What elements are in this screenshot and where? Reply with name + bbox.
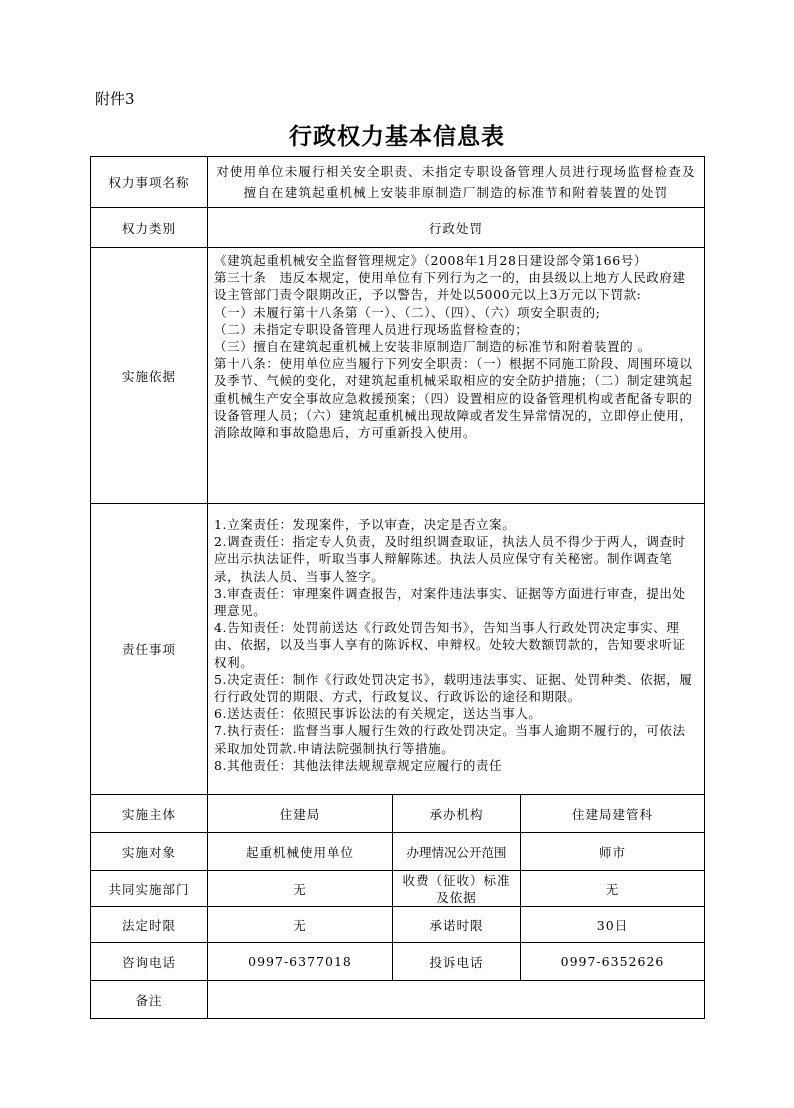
target-value: 起重机械使用单位 [208, 833, 393, 871]
responsibility-line: 5.决定责任：制作《行政处罚决定书》，载明违法事实、证据、处罚种类、依据，履行行政处罚的期限、方式，行政复议、行政诉讼的途径和期限。 [214, 671, 693, 705]
basis-line: （三）擅自在建筑起重机械上安装非原制造厂制造的标准节和附着装置的 。 [214, 339, 651, 355]
responsibility-line: 7.执行责任：监督当事人履行生效的行政处罚决定。当事人逾期不履行的，可依法采取加处罚款.申请法院强制执行等措施。 [214, 723, 686, 756]
row-power-category [91, 208, 705, 248]
fee-label: 收费（征收）标准及依据 [393, 871, 521, 907]
consult-phone-value: 0997-6377018 [208, 943, 393, 981]
row-time-limit [91, 907, 705, 943]
basis-line: 第十八条：使用单位应当履行下列安全职责：（一）根据不同施工阶段、周围环境以及季节、气候的变化，对建筑起重机械采取相应的安全防护措施；（二）制定建筑起重机械生产安全事故应急救援预案；（四）设置相应的设备管理机构或者配备专职的设备管理人员；（六）建筑起重机械出现故障或者发生异常情况的，立即停止使用，消除故障和事故隐患后，方可重新投入使用。 [214, 356, 693, 441]
responsibility-line: 1.立案责任：发现案件，予以审查，决定是否立案。 [214, 517, 516, 532]
responsibility-content [208, 504, 705, 795]
info-table [90, 156, 705, 1019]
legal-limit-value: 无 [208, 907, 393, 943]
basis-line: 《建筑起重机械安全监督管理规定》（2008年1月28日建设部令第166号） [214, 253, 647, 268]
disclosure-scope-value: 师市 [521, 833, 705, 871]
remarks-label: 备注 [91, 981, 208, 1019]
responsibility-line: 6.送达责任：依照民事诉讼法的有关规定，送达当事人。 [214, 706, 542, 722]
row-joint-dept [91, 871, 705, 907]
implementer-value: 住建局 [208, 795, 393, 833]
basis-label: 实施依据 [91, 248, 208, 504]
row-target [91, 833, 705, 871]
power-name-value: 对使用单位未履行相关安全职责、未指定专职设备管理人员进行现场监督检查及擅自在建筑起重机械上安装非原制造厂制造的标准节和附着装置的处罚 [208, 157, 705, 208]
page-title: 行政权力基本信息表 [289, 123, 505, 150]
responsibility-line: 3.审查责任：审理案件调查报告，对案件违法事实、证据等方面进行审查，提出处理意见。 [214, 585, 686, 619]
consult-phone-label: 咨询电话 [91, 943, 208, 981]
remarks-value [208, 981, 705, 1019]
power-category-label: 权力类别 [91, 208, 208, 248]
responsibility-label: 责任事项 [91, 504, 208, 795]
responsibility-line: 8.其他责任：其他法律法规规章规定应履行的责任 [214, 757, 503, 773]
joint-dept-value: 无 [208, 871, 393, 907]
row-responsibility [91, 504, 705, 795]
attachment-label: 附件3 [95, 90, 135, 108]
target-label: 实施对象 [91, 833, 208, 871]
complaint-phone-label: 投诉电话 [393, 943, 521, 981]
power-category-value: 行政处罚 [208, 208, 705, 248]
handler-value: 住建局建管科 [521, 795, 705, 833]
basis-line: （二）未指定专职设备管理人员进行现场监督检查的； [214, 321, 529, 337]
row-implementer [91, 795, 705, 833]
basis-line: （一）未履行第十八条第（一）、（二）、（四）、（六）项安全职责的; [214, 304, 601, 320]
handler-label: 承办机构 [393, 795, 521, 833]
promised-limit-value: 30日 [521, 907, 705, 943]
responsibility-line: 2.调查责任：指定专人负责，及时组织调查取证，执法人员不得少于两人，调查时应出示执法证件，听取当事人辩解陈述。执法人员应保守有关秘密。制作调查笔录，执法人员、当事人签字。 [214, 534, 686, 584]
disclosure-scope-label: 办理情况公开范围 [393, 833, 521, 871]
legal-limit-label: 法定时限 [91, 907, 208, 943]
row-phone [91, 943, 705, 981]
complaint-phone-value: 0997-6352626 [521, 943, 705, 981]
promised-limit-label: 承诺时限 [393, 907, 521, 943]
responsibility-line: 4.告知责任：处罚前送达《行政处罚告知书》，告知当事人行政处罚决定事实、理由、依据，以及当事人享有的陈诉权、申辩权。处较大数额罚款的，告知要求听证权利。 [214, 620, 686, 670]
implementer-label: 实施主体 [91, 795, 208, 833]
row-basis [91, 248, 705, 504]
fee-value: 无 [521, 871, 705, 907]
basis-content [208, 248, 705, 504]
row-remarks [91, 981, 705, 1019]
power-name-label: 权力事项名称 [91, 157, 208, 208]
basis-line: 第三十条 违反本规定，使用单位有下列行为之一的，由县级以上地方人民政府建设主管部门责令限期改正，予以警告，并处以5000元以上3万元以下罚款: [214, 270, 686, 303]
joint-dept-label: 共同实施部门 [91, 871, 208, 907]
row-power-name [91, 157, 705, 208]
